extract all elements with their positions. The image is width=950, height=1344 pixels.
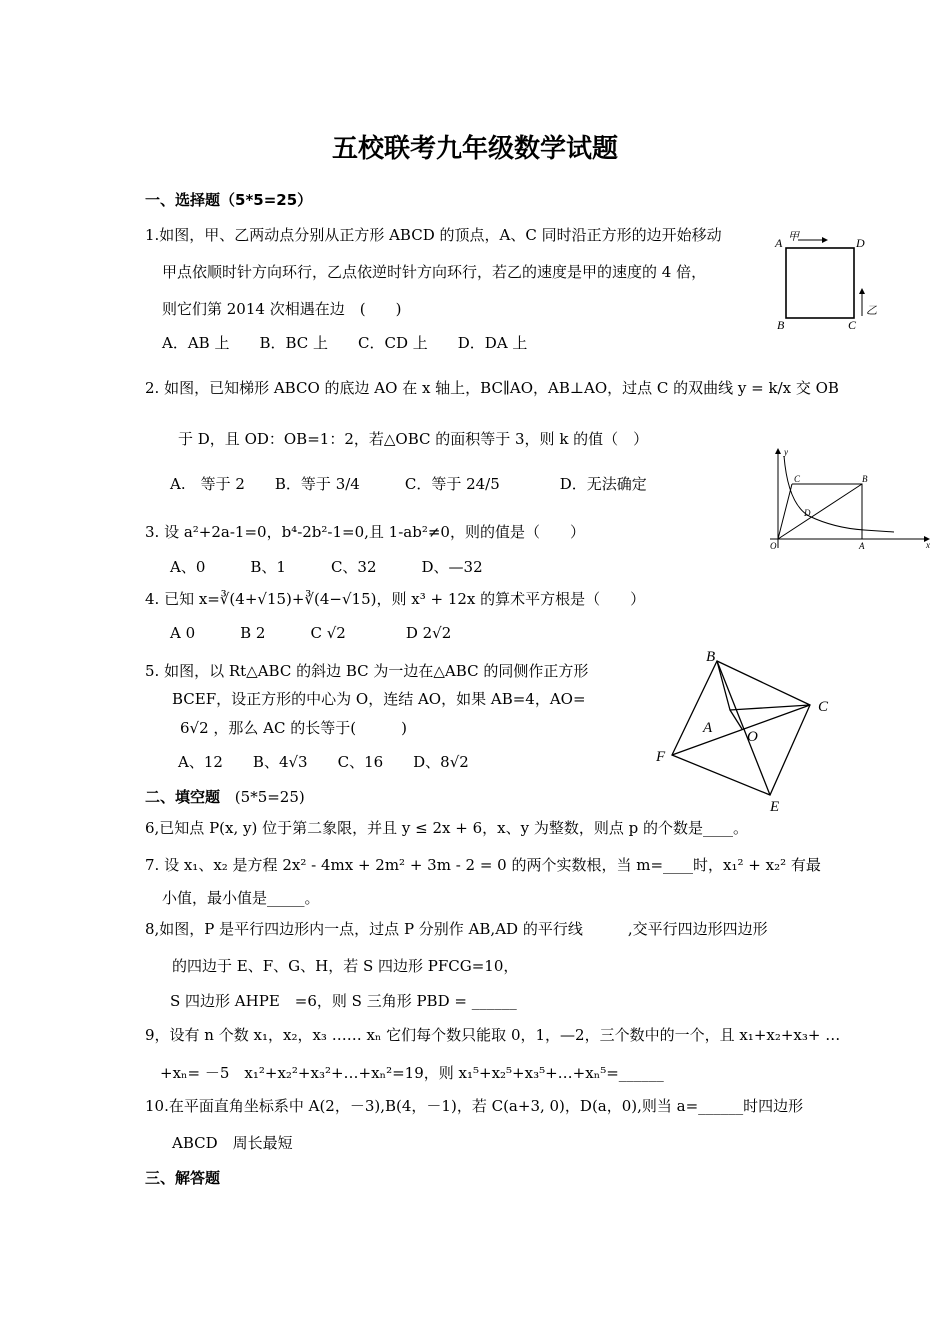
q2-label-y: y	[784, 447, 788, 457]
q8-line1: 8,如图，P 是平行四边形内一点，过点 P 分别作 AB,AD 的平行线 ,交平行四边形四边形	[145, 920, 768, 938]
q5-triangle-BAC	[717, 661, 810, 710]
q1-options: A．AB 上 B．BC 上 C．CD 上 D．DA 上	[162, 334, 528, 352]
section-2-score: (5*5=25)	[234, 788, 305, 806]
q1-line2: 甲点依顺时针方向环行，乙点依逆时针方向环行，若乙的速度是甲的速度的 4 倍，	[162, 263, 707, 281]
q5-label-C: C	[818, 699, 829, 715]
q2-line-OB	[778, 484, 862, 539]
q5-label-F: F	[656, 749, 666, 765]
q5-options: A、12 B、4√3 C、16 D、8√2	[178, 753, 469, 771]
q2-hyperbola-figure	[764, 444, 934, 556]
q5-label-B: B	[706, 649, 716, 665]
q8-line3: S 四边形 AHPE =6，则 S 三角形 PBD = ______	[170, 992, 517, 1010]
q5-label-A: A	[703, 720, 713, 736]
q1-label-yi: 乙	[866, 305, 877, 317]
q5-line1: 5. 如图，以 Rt△ABC 的斜边 BC 为一边在△ABC 的同侧作正方形	[145, 662, 589, 680]
q1-label-A: A	[775, 236, 783, 250]
section-1-heading: 一、选择题（5*5=25）	[145, 191, 313, 209]
q2-label-D: D	[804, 508, 811, 518]
section-2-heading: 二、填空题	[145, 788, 221, 806]
q6-line1: 6,已知点 P(x, y) 位于第二象限，并且 y ≤ 2x + 6，x、y 为整数，则点 p 的个数是____。	[145, 819, 748, 837]
q5-line2: BCEF，设正方形的中心为 O，连结 AO，如果 AB=4，AO=	[172, 690, 586, 708]
q5-label-O: O	[747, 729, 758, 745]
q9-line1: 9，设有 n 个数 x₁，x₂，x₃ …… xₙ 它们每个数只能取 0，1，—2，三个数中的一个，且 x₁+x₂+x₃+ …	[145, 1026, 841, 1044]
q2-label-C: C	[794, 474, 801, 484]
q3-line1: 3. 设 a²+2a-1=0，b⁴-2b²-1=0,且 1-ab²≠0，则的值是（ ）	[145, 523, 585, 541]
q4-line1: 4. 已知 x=∛(4+√15)+∛(4−√15)，则 x³ + 12x 的算术平方根是（ ）	[145, 590, 646, 608]
q1-label-D: D	[856, 236, 865, 250]
q4-options: A 0 B 2 C √2 D 2√2	[170, 624, 452, 642]
q1-square	[786, 248, 854, 318]
q2-line1: 2. 如图，已知梯形 ABCO 的底边 AO 在 x 轴上，BC∥AO，AB⊥AO，过点 C 的双曲线 y = k/x 交 OB	[145, 379, 839, 397]
q8-line2: 的四边于 E、F、G、H，若 S 四边形 PFCG=10，	[172, 957, 519, 975]
q2-label-B: B	[862, 474, 868, 484]
q2-options: A. 等于 2 B．等于 3/4 C．等于 24/5 D．无法确定	[170, 475, 647, 493]
q2-line2: 于 D，且 OD：OB=1：2，若△OBC 的面积等于 3，则 k 的值（ ）	[178, 430, 649, 448]
q9-line2: +xₙ= －5 x₁²+x₂²+x₃²+…+xₙ²=19，则 x₁⁵+x₂⁵+x₃⁵+…+xₙ⁵=______	[160, 1064, 664, 1082]
q3-options: A、0 B、1 C、32 D、—32	[170, 558, 483, 576]
q2-hyperbola	[784, 456, 894, 532]
q7-line2: 小值，最小值是_____。	[162, 889, 320, 907]
q1-line1: 1.如图，甲、乙两动点分别从正方形 ABCD 的顶点，A、C 同时沿正方形的边开始移动	[145, 226, 722, 244]
q5-label-E: E	[770, 799, 780, 815]
section-3-heading: 三、解答题	[145, 1169, 221, 1187]
page-title: 五校联考九年级数学试题	[331, 134, 618, 164]
q10-line1: 10.在平面直角坐标系中 A(2，－3),B(4，－1)，若 C(a+3, 0)，D(a，0),则当 a=______时四边形	[145, 1097, 804, 1115]
q1-label-B: B	[777, 318, 785, 332]
q1-label-C: C	[848, 318, 857, 332]
q1-line3: 则它们第 2014 次相遇在边 ( )	[162, 300, 402, 318]
q10-line2: ABCD 周长最短	[172, 1134, 293, 1152]
q2-label-O: O	[770, 541, 777, 551]
section-2-heading-row	[145, 790, 305, 805]
q1-label-jia: 甲	[788, 231, 799, 243]
q2-label-x: x	[926, 540, 930, 550]
q5-square-figure	[650, 645, 840, 815]
q2-label-A: A	[859, 541, 865, 551]
q5-line3: 6√2 ，那么 AC 的长等于( )	[180, 719, 407, 737]
q1-square-figure	[772, 228, 882, 338]
q7-line1: 7. 设 x₁、x₂ 是方程 2x² - 4mx + 2m² + 3m - 2 = 0 的两个实数根，当 m=____时，x₁² + x₂² 有最	[145, 856, 821, 874]
q5-diagonal-BE	[717, 661, 770, 795]
